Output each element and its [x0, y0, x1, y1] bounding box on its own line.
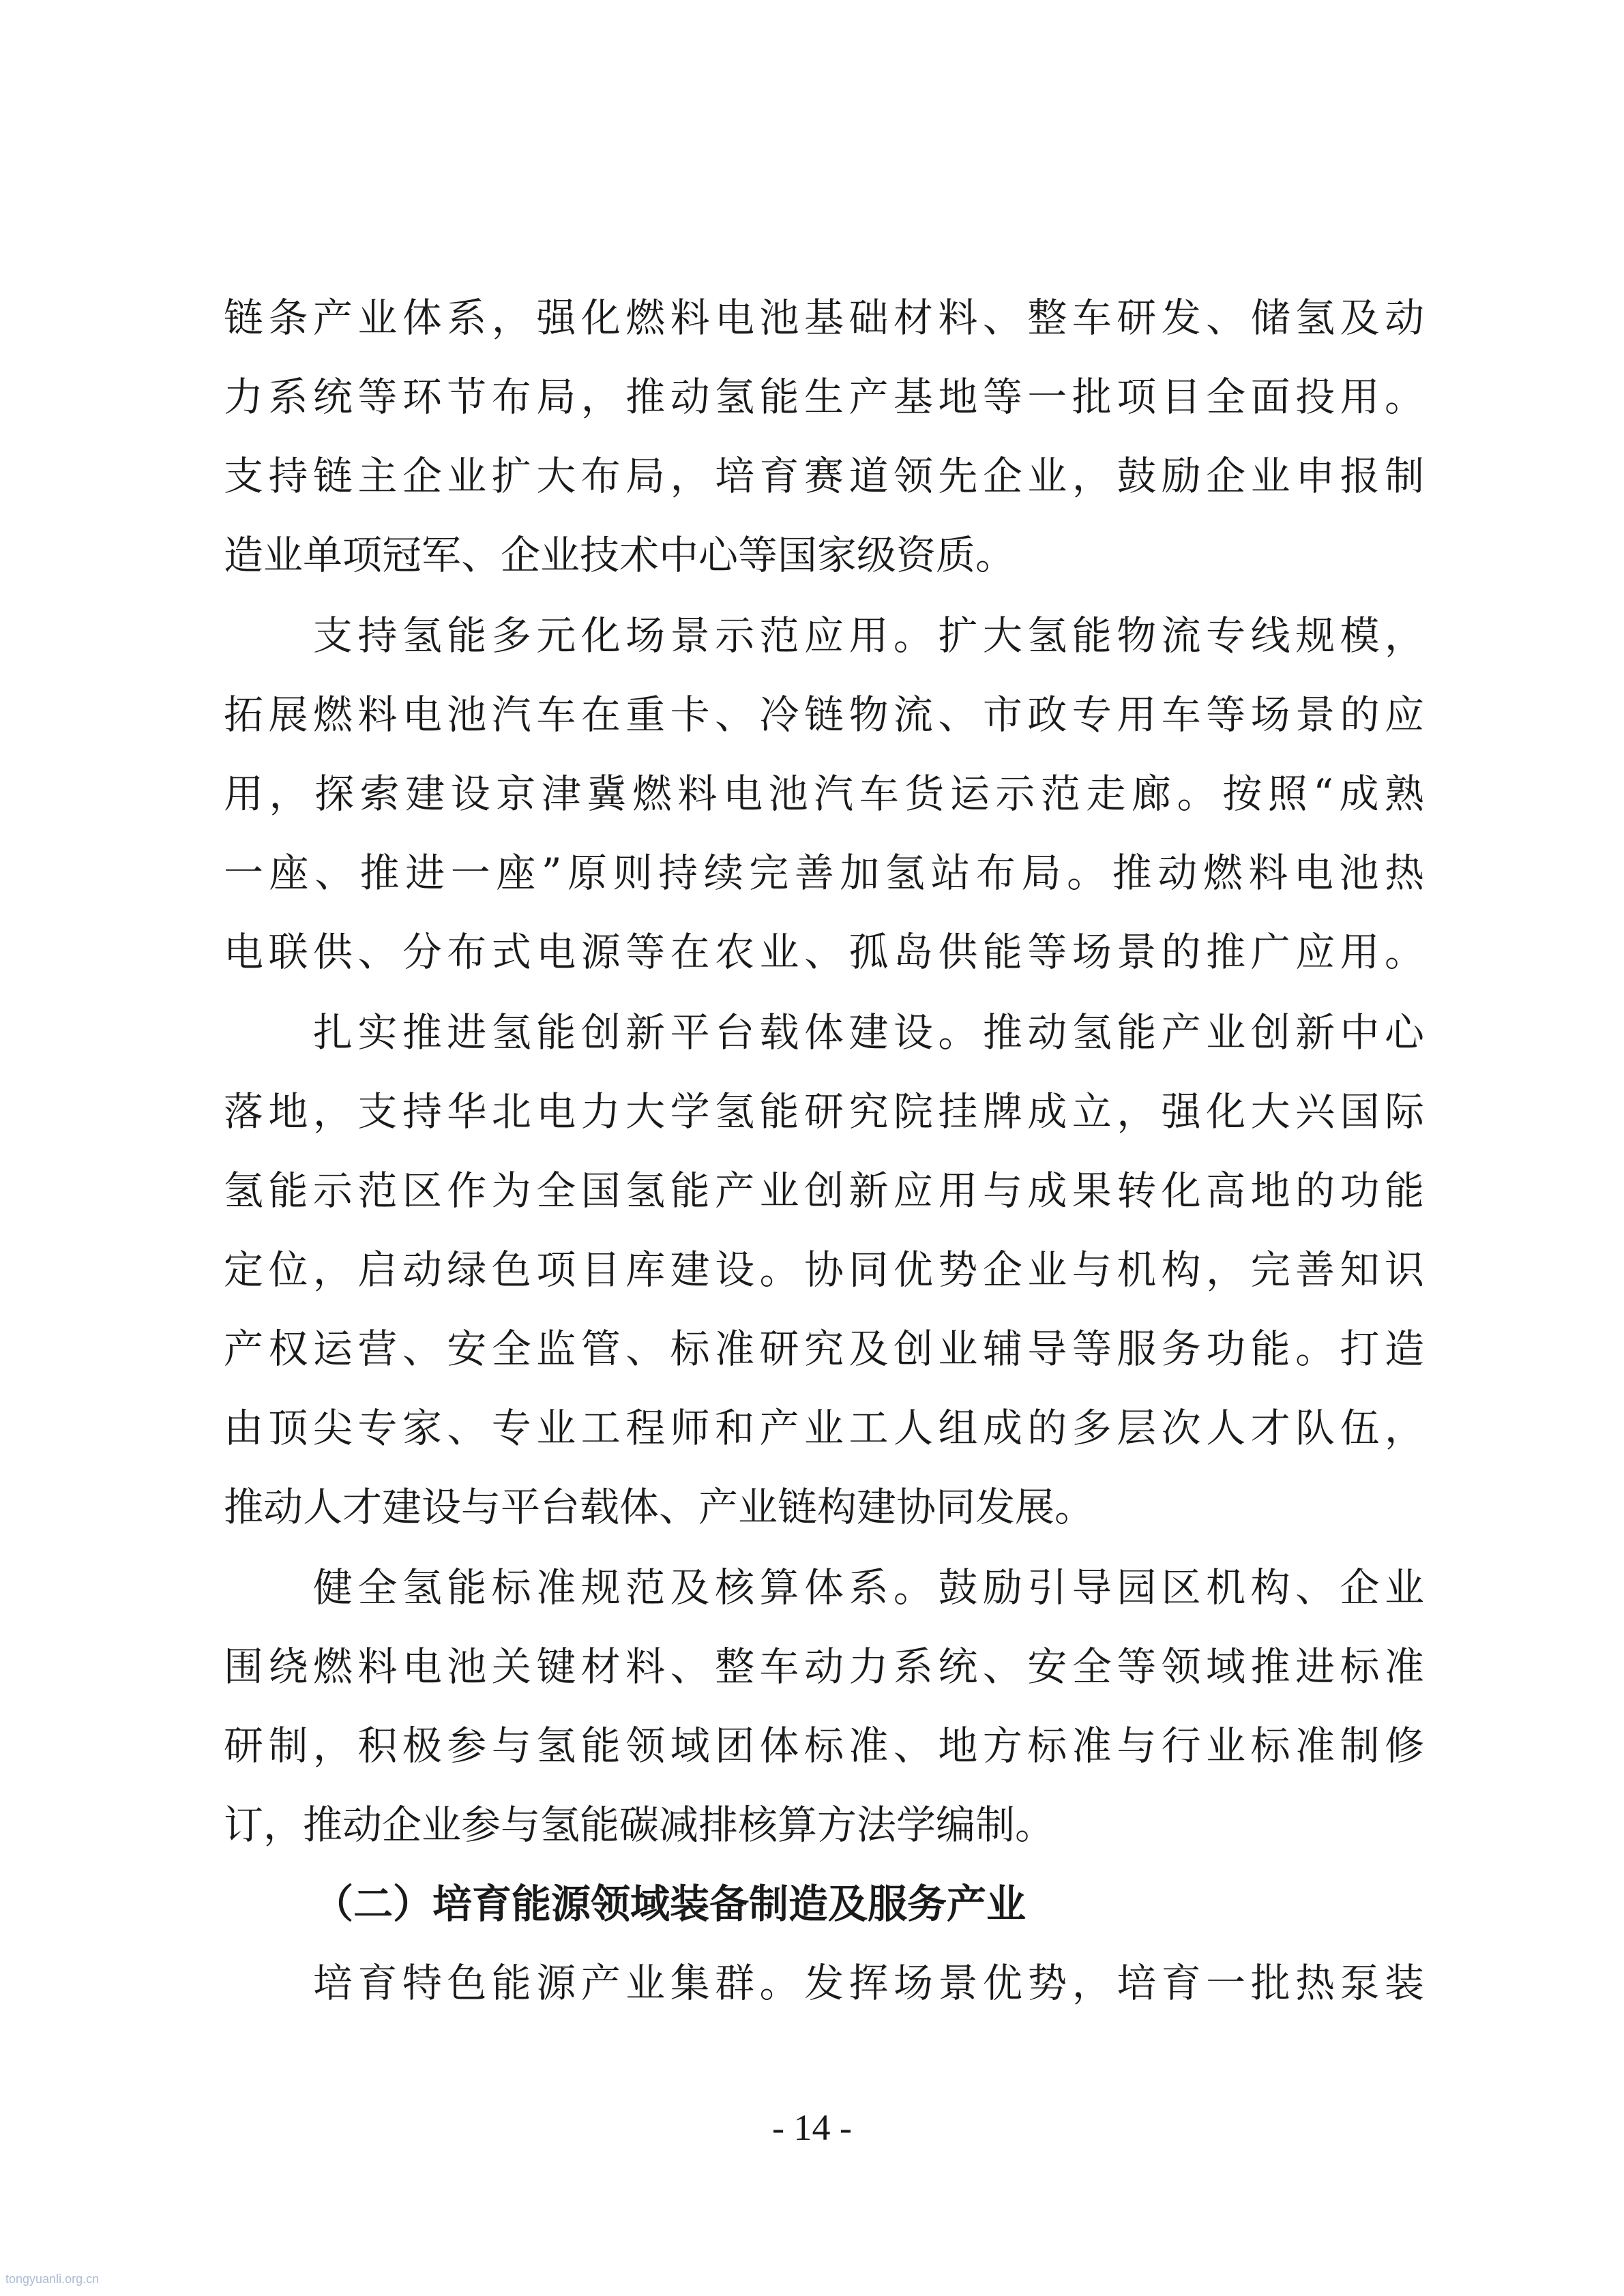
page-number: - 14 -: [772, 2107, 852, 2148]
paragraph-3-line-1: 扎实推进氢能创新平台载体建设。推动氢能产业创新中心: [224, 1009, 1424, 1056]
paragraph-3-line-3: 氢能示范区作为全国氢能产业创新应用与成果转化高地的功能: [224, 1167, 1424, 1214]
paragraph-3-line-2: 落地，支持华北电力大学氢能研究院挂牌成立，强化大兴国际: [224, 1088, 1424, 1135]
paragraph-4-line-2: 围绕燃料电池关键材料、整车动力系统、安全等领域推进标准: [224, 1643, 1424, 1690]
paragraph-3-line-4: 定位，启动绿色项目库建设。协同优势企业与机构，完善知识: [224, 1247, 1424, 1293]
paragraph-4-line-4: 订，推动企业参与氢能碳减排核算方法学编制。: [224, 1802, 1055, 1848]
paragraph-2-line-1: 支持氢能多元化场景示范应用。扩大氢能物流专线规模，: [224, 612, 1424, 659]
section-heading: （二）培育能源领域装备制造及服务产业: [314, 1881, 1027, 1927]
paragraph-4-line-3: 研制，积极参与氢能领域团体标准、地方标准与行业标准制修: [224, 1723, 1424, 1769]
paragraph-1-line-2: 力系统等环节布局，推动氢能生产基地等一批项目全面投用。: [224, 374, 1424, 420]
paragraph-2-line-5: 电联供、分布式电源等在农业、孤岛供能等场景的推广应用。: [224, 929, 1424, 975]
paragraph-3-line-6: 由顶尖专家、专业工程师和产业工人组成的多层次人才队伍，: [224, 1405, 1424, 1451]
paragraph-3-line-7: 推动人才建设与平台载体、产业链构建协同发展。: [224, 1484, 1095, 1530]
paragraph-1-line-1: 链条产业体系，强化燃料电池基础材料、整车研发、储氢及动: [224, 295, 1424, 341]
paragraph-1-line-3: 支持链主企业扩大布局，培育赛道领先企业，鼓励企业申报制: [224, 453, 1424, 499]
paragraph-3-line-5: 产权运营、安全监管、标准研究及创业辅导等服务功能。打造: [224, 1326, 1424, 1372]
paragraph-5-line-1: 培育特色能源产业集群。发挥场景优势，培育一批热泵装: [224, 1960, 1424, 2006]
paragraph-1-line-4: 造业单项冠军、企业技术中心等国家级资质。: [224, 532, 1016, 578]
paragraph-4-line-1: 健全氢能标准规范及核算体系。鼓励引导园区机构、企业: [224, 1564, 1424, 1611]
paragraph-2-line-4: 一座、推进一座”原则持续完善加氢站布局。推动燃料电池热: [224, 850, 1424, 896]
watermark-text: tongyuanli.org.cn: [5, 2272, 100, 2286]
paragraph-2-line-2: 拓展燃料电池汽车在重卡、冷链物流、市政专用车等场景的应: [224, 691, 1424, 738]
paragraph-2-line-3: 用，探索建设京津冀燃料电池汽车货运示范走廊。按照“成熟: [224, 771, 1424, 817]
